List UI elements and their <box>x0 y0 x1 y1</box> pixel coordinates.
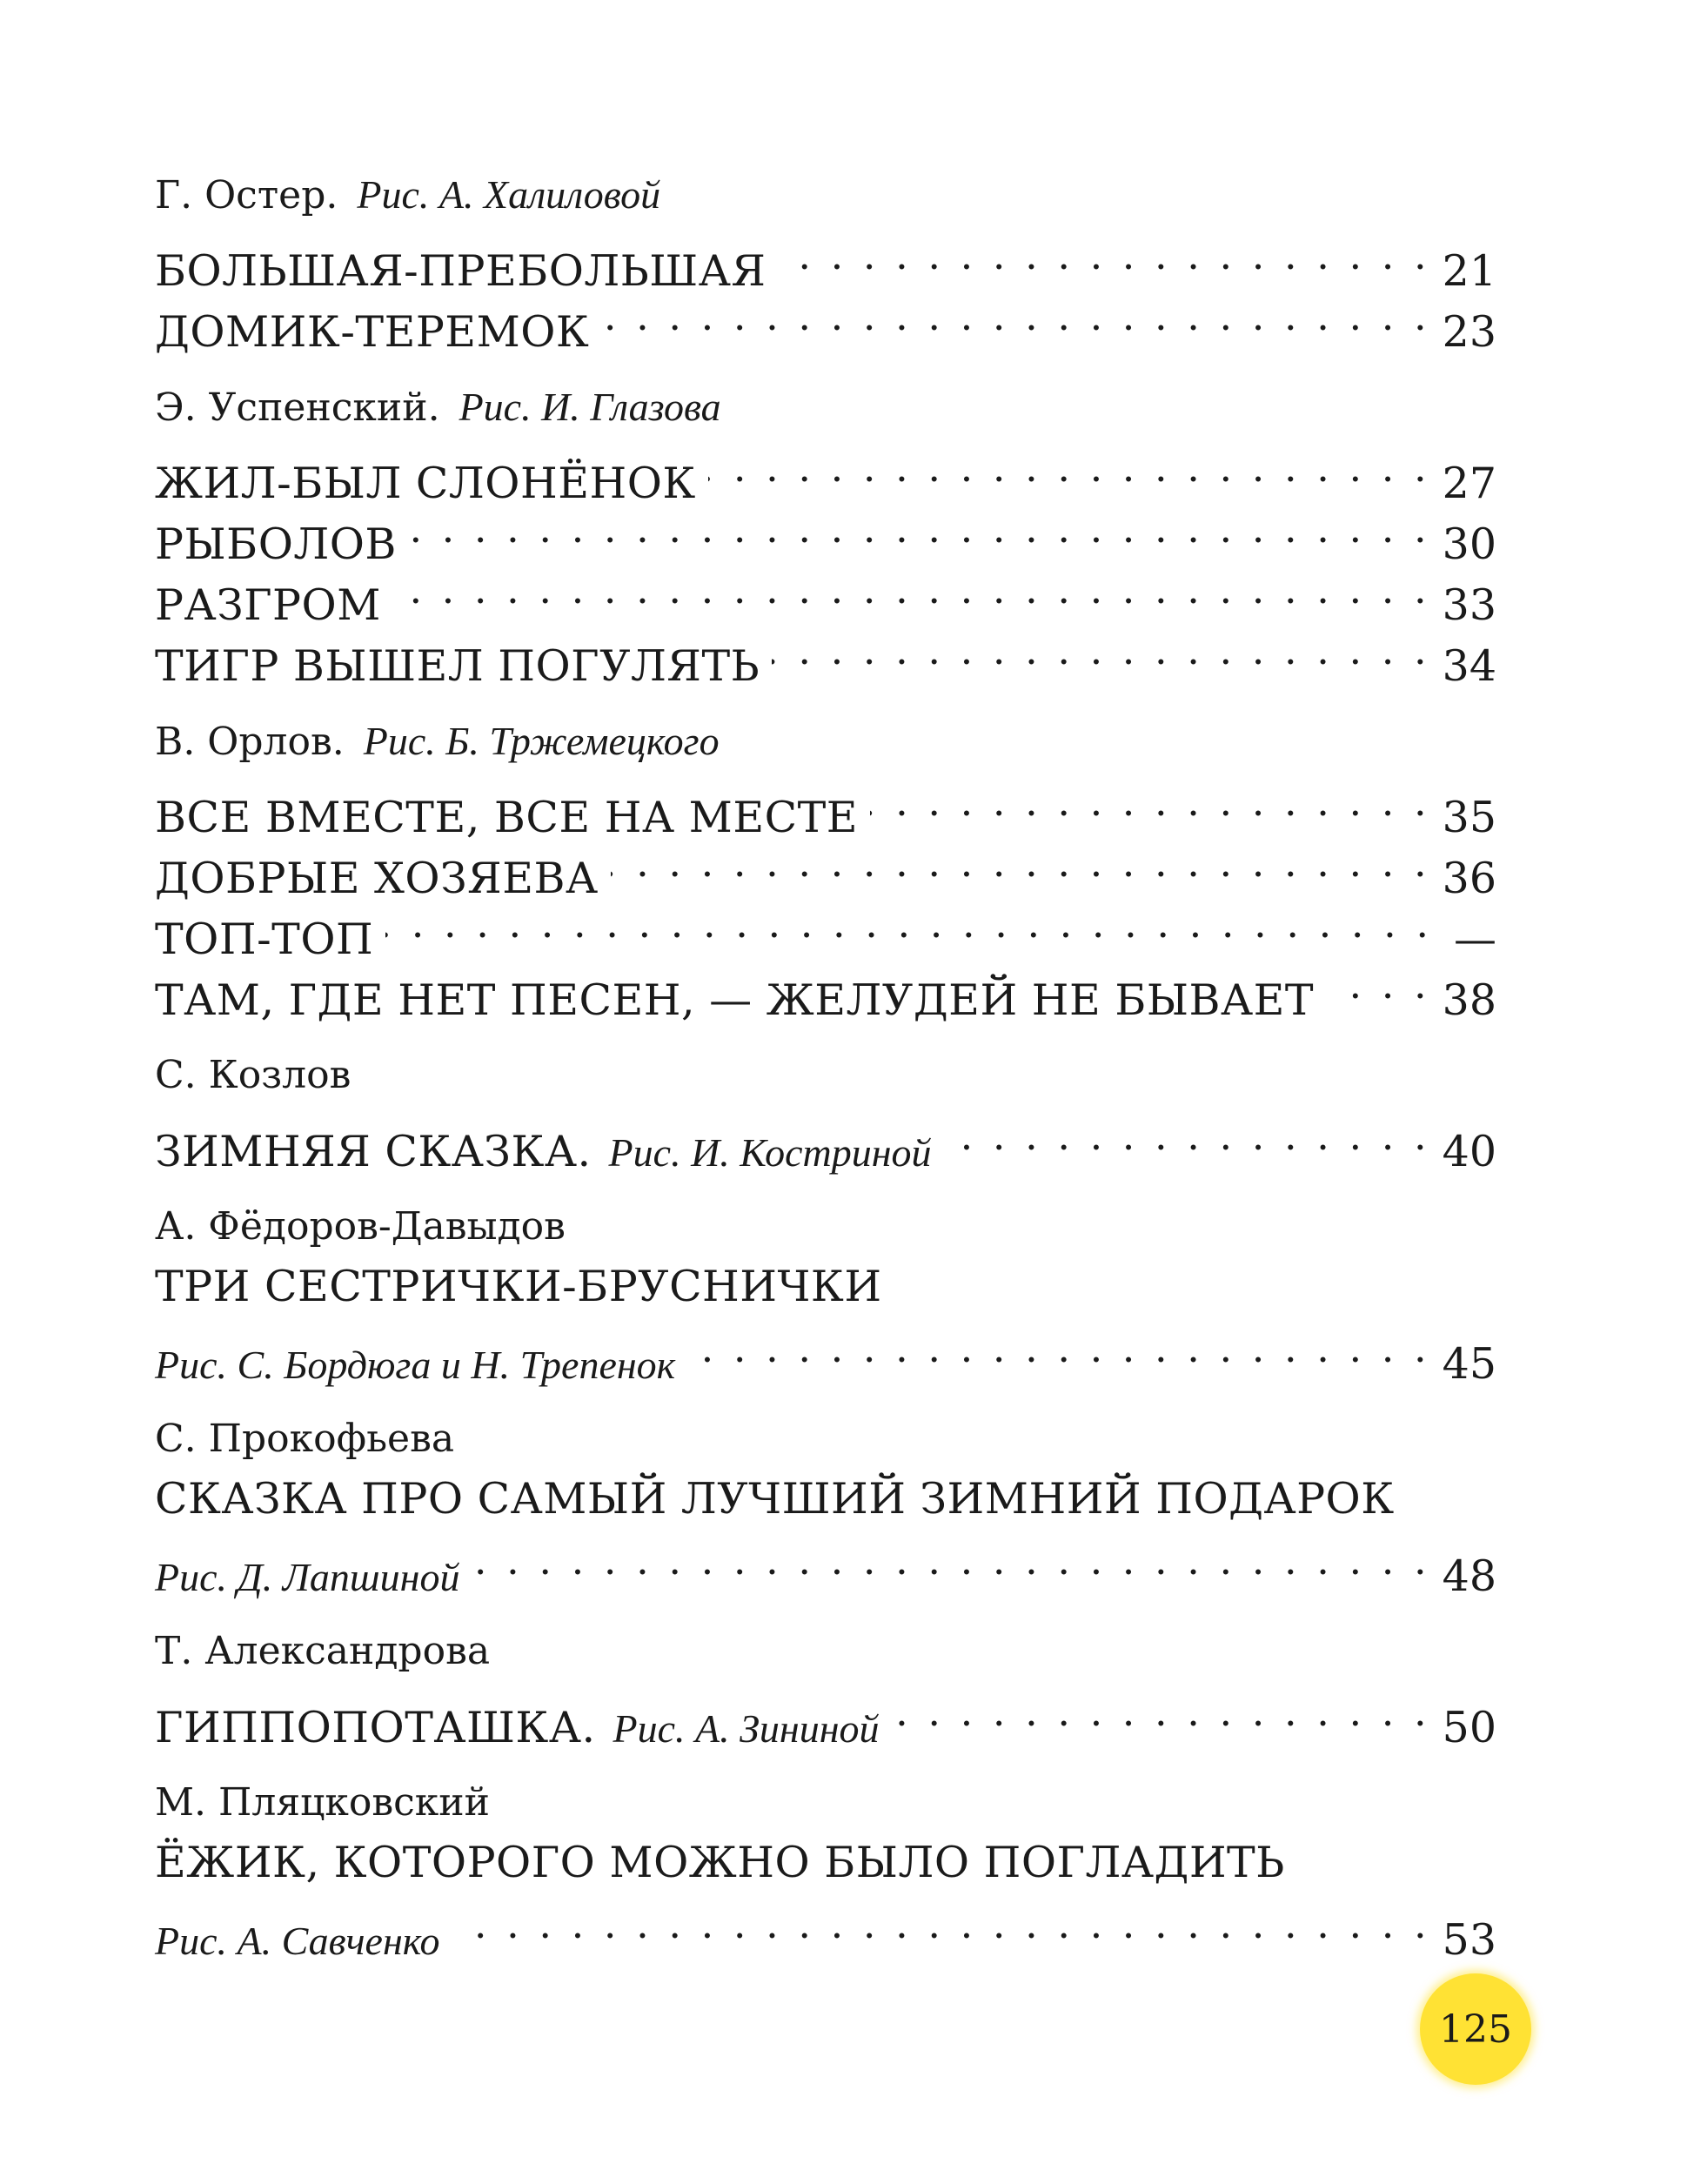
entry-title: РЫБОЛОВ <box>155 519 397 569</box>
toc-section <box>155 378 1496 691</box>
illustrator-credit: Рис. А. Халиловой <box>357 172 661 217</box>
entry-page-number: 23 <box>1442 307 1496 357</box>
toc-section <box>155 165 1496 357</box>
author-line <box>155 378 1496 437</box>
toc-entry[interactable] <box>155 1105 1496 1176</box>
entry-page-number: 21 <box>1442 246 1496 296</box>
toc-entry[interactable] <box>155 437 1496 508</box>
toc-entry[interactable] <box>155 1893 1496 1965</box>
entry-page-number: 30 <box>1442 519 1496 569</box>
entry-title: ДОМИК-ТЕРЕМОК <box>155 307 590 357</box>
dot-leader <box>772 620 1429 680</box>
author-name: С. Прокофьева <box>155 1417 455 1461</box>
author-line <box>155 165 1496 224</box>
author-name: Г. Остер. <box>155 173 338 218</box>
toc-section <box>155 1622 1496 1752</box>
entry-title: РАЗГРОМ <box>155 580 381 630</box>
entry-page-number: 35 <box>1442 793 1496 842</box>
entry-title: ЖИЛ-БЫЛ СЛОНЁНОК <box>155 459 696 508</box>
entry-title: БОЛЬШАЯ-ПРЕБОЛЬШАЯ <box>155 246 767 296</box>
dot-leader <box>611 832 1430 893</box>
dot-leader <box>393 559 1430 620</box>
entry-page-number: 40 <box>1442 1127 1496 1176</box>
dot-leader <box>708 437 1430 498</box>
author-line <box>155 1197 1496 1256</box>
dot-leader <box>944 1105 1430 1166</box>
toc-section <box>155 712 1496 1025</box>
toc-entry[interactable] <box>155 1530 1496 1601</box>
dot-leader <box>601 285 1429 346</box>
toc-title-line <box>155 1832 1496 1893</box>
entry-title: ТИГР ВЫШЕЛ ПОГУЛЯТЬ <box>155 641 760 691</box>
author-name: С. Козлов <box>155 1053 351 1097</box>
page-number-badge: 125 <box>1420 1973 1531 2085</box>
author-name: Т. Александрова <box>155 1629 491 1673</box>
entry-page-number: 53 <box>1442 1915 1496 1965</box>
illustrator-credit: Рис. И. Костриной <box>608 1130 932 1175</box>
dot-leader <box>452 1893 1430 1954</box>
author-line <box>155 1046 1496 1105</box>
entry-page-number: 45 <box>1442 1339 1496 1389</box>
toc-section <box>155 1773 1496 1965</box>
entry-page-number: 50 <box>1442 1703 1496 1752</box>
table-of-contents <box>155 165 1496 1986</box>
dot-leader <box>472 1530 1429 1591</box>
entry-title: ДОБРЫЕ ХОЗЯЕВА <box>155 854 599 903</box>
illustrator-credit: Рис. Д. Лапшиной <box>155 1555 460 1599</box>
entry-title: ТОП-ТОП <box>155 914 374 964</box>
entry-title: ТАМ, ГДЕ НЕТ ПЕСЕН, — ЖЕЛУДЕЙ НЕ БЫВАЕТ <box>155 975 1315 1025</box>
author-line <box>155 1622 1496 1681</box>
author-name: М. Пляцковский <box>155 1780 490 1825</box>
entry-title: ВСЕ ВМЕСТЕ, ВСЕ НА МЕСТЕ <box>155 793 859 842</box>
dot-leader <box>409 498 1430 559</box>
author-name: А. Фёдоров-Давыдов <box>155 1204 566 1249</box>
dot-leader <box>778 224 1429 285</box>
entry-page-number: 36 <box>1442 854 1496 903</box>
entry-page-number: 33 <box>1442 580 1496 630</box>
entry-page-number: 34 <box>1442 641 1496 691</box>
entry-page-number: — <box>1454 914 1496 964</box>
author-name: В. Орлов. <box>155 720 345 764</box>
dot-leader <box>870 771 1430 832</box>
toc-entry[interactable] <box>155 1317 1496 1389</box>
entry-title: СКАЗКА ПРО САМЫЙ ЛУЧШИЙ ЗИМНИЙ ПОДАРОК <box>155 1474 1395 1524</box>
toc-title-line <box>155 1256 1496 1317</box>
author-line <box>155 1410 1496 1469</box>
toc-title-line <box>155 1469 1496 1530</box>
entry-page-number: 38 <box>1442 975 1496 1025</box>
entry-title: ТРИ СЕСТРИЧКИ-БРУСНИЧКИ <box>155 1262 882 1311</box>
author-name: Э. Успенский. <box>155 385 440 430</box>
toc-section <box>155 1197 1496 1389</box>
dot-leader <box>892 1681 1430 1742</box>
entry-title: ЗИМНЯЯ СКАЗКА. <box>155 1127 592 1176</box>
entry-title: ЁЖИК, КОТОРОГО МОЖНО БЫЛО ПОГЛАДИТЬ <box>155 1838 1285 1887</box>
toc-entry[interactable] <box>155 771 1496 842</box>
author-line <box>155 1773 1496 1832</box>
toc-entry[interactable] <box>155 224 1496 296</box>
illustrator-credit: Рис. А. Савченко <box>155 1919 440 1963</box>
toc-section <box>155 1410 1496 1601</box>
illustrator-credit: Рис. А. Зининой <box>613 1706 880 1751</box>
illustrator-credit: Рис. Б. Тржемецкого <box>363 719 720 763</box>
illustrator-credit: Рис. И. Глазова <box>459 385 721 429</box>
dot-leader <box>1326 954 1430 1015</box>
entry-page-number: 48 <box>1442 1551 1496 1601</box>
dot-leader <box>385 893 1432 954</box>
entry-title: ГИППОПОТАШКА. <box>155 1703 596 1752</box>
toc-entry[interactable] <box>155 1681 1496 1752</box>
illustrator-credit: Рис. С. Бордюга и Н. Трепенок <box>155 1343 676 1387</box>
toc-section <box>155 1046 1496 1176</box>
entry-page-number: 27 <box>1442 459 1496 508</box>
dot-leader <box>687 1317 1429 1378</box>
author-line <box>155 712 1496 771</box>
